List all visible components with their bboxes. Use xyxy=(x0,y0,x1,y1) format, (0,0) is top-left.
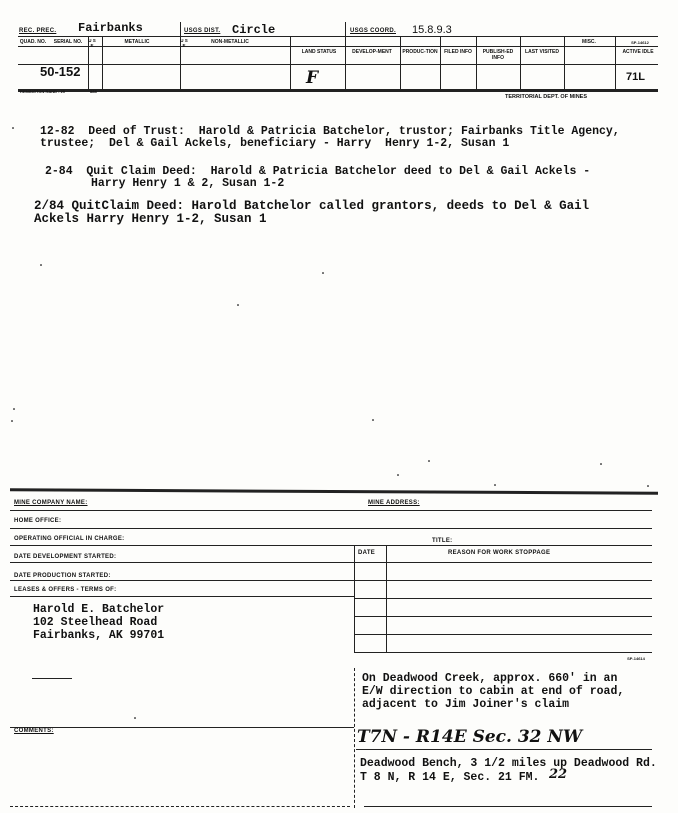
col-serial: SERIAL NO. xyxy=(53,39,83,45)
note-3-line-2: Ackels Harry Henry 1-2, Susan 1 xyxy=(34,212,267,226)
printer-code: 888 xyxy=(90,89,97,94)
land-status-value: F xyxy=(306,68,319,88)
usgs-coord-value: 15.8.9.3 xyxy=(412,24,452,36)
col-nonmetallic: NON-METALLIC xyxy=(211,39,249,45)
col-quad: QUAD. NO. xyxy=(19,39,47,45)
col-development: DEVELOP-MENT xyxy=(352,49,392,55)
col-filed-info: FILED INFO xyxy=(444,49,472,55)
usgs-coord-label: USGS COORD. xyxy=(350,28,396,34)
comments-label: COMMENTS: xyxy=(14,728,54,734)
note-2-line-2: Harry Henry 1 & 2, Susan 1-2 xyxy=(91,177,285,190)
form-number: SP-14612 xyxy=(631,40,649,45)
rec-prec-value: Fairbanks xyxy=(78,21,143,35)
col-land-status: LAND STATUS xyxy=(301,49,337,55)
owner-city: Fairbanks, AK 99701 xyxy=(33,629,165,642)
usgs-dist-label: USGS DIST. xyxy=(184,28,221,34)
rec-prec-label: REC. PREC. xyxy=(19,28,57,34)
location-line-3: adjacent to Jim Joiner's claim xyxy=(362,698,570,711)
mine-company-name-label: MINE COMPANY NAME: xyxy=(14,500,88,506)
location-line-2: E/W direction to cabin at end of road, xyxy=(362,685,625,698)
date-dev-started-label: DATE DEVELOPMENT STARTED: xyxy=(14,554,117,560)
note-1-line-2: trustee; Del & Gail Ackels, beneficiary - Harry Henry 1-2, Susan 1 xyxy=(40,137,510,150)
owner-name: Harold E. Batchelor xyxy=(33,603,165,616)
note-1-line-1: 12-82 Deed of Trust: Harold & Patricia Batchelor, trustor; Fairbanks Title Agency, xyxy=(40,125,620,138)
note-3-line-1: 2/84 QuitClaim Deed: Harold Batchelor called grantors, deeds to Del & Gail xyxy=(34,199,590,213)
col-misc: MISC. xyxy=(582,39,596,45)
date-prod-started-label: DATE PRODUCTION STARTED: xyxy=(14,573,111,579)
col-active-idle: ACTIVE IDLE xyxy=(622,49,654,55)
serial-value: 50-152 xyxy=(40,64,81,79)
col-last-visited: LAST VISITED xyxy=(525,49,559,55)
col-metallic: METALLIC xyxy=(124,39,150,45)
col-use-metallic: U S E xyxy=(88,38,96,48)
handwritten-location: T7N - R14E Sec. 32 NW xyxy=(357,727,583,747)
home-office-label: HOME OFFICE: xyxy=(14,518,62,524)
leases-label: LEASES & OFFERS - TERMS OF: xyxy=(14,587,117,593)
bench-line-1: Deadwood Bench, 3 1/2 miles up Deadwood Rd. xyxy=(360,757,657,770)
date-col-label: DATE xyxy=(358,550,376,556)
col-published-info: PUBLISH-ED INFO xyxy=(482,49,514,61)
col-production: PRODUC-TION xyxy=(402,49,438,55)
mine-address-label: MINE ADDRESS: xyxy=(368,500,420,506)
operating-official-label: OPERATING OFFICIAL IN CHARGE: xyxy=(14,536,125,542)
active-idle-value: 71L xyxy=(626,71,645,83)
usgs-dist-value: Circle xyxy=(232,23,276,37)
location-line-1: On Deadwood Creek, approx. 660' in an xyxy=(362,672,618,685)
reason-col-label: REASON FOR WORK STOPPAGE xyxy=(448,550,551,556)
note-2-line-1: 2-84 Quit Claim Deed: Harold & Patricia Batchelor deed to Del & Gail Ackels - xyxy=(45,165,591,178)
col-use-nonmetallic: U S E xyxy=(180,38,188,48)
owner-street: 102 Steelhead Road xyxy=(33,616,158,629)
territorial-dept: TERRITORIAL DEPT. OF MINES xyxy=(505,94,587,100)
bench-hand-note: 22 xyxy=(549,767,568,782)
title-label: TITLE: xyxy=(432,538,453,544)
printer-line: REMINGTON RAND - 20 xyxy=(20,89,66,94)
form-number-2: SP-14614 xyxy=(627,656,645,661)
bench-line-2: T 8 N, R 14 E, Sec. 21 FM. xyxy=(360,771,540,784)
